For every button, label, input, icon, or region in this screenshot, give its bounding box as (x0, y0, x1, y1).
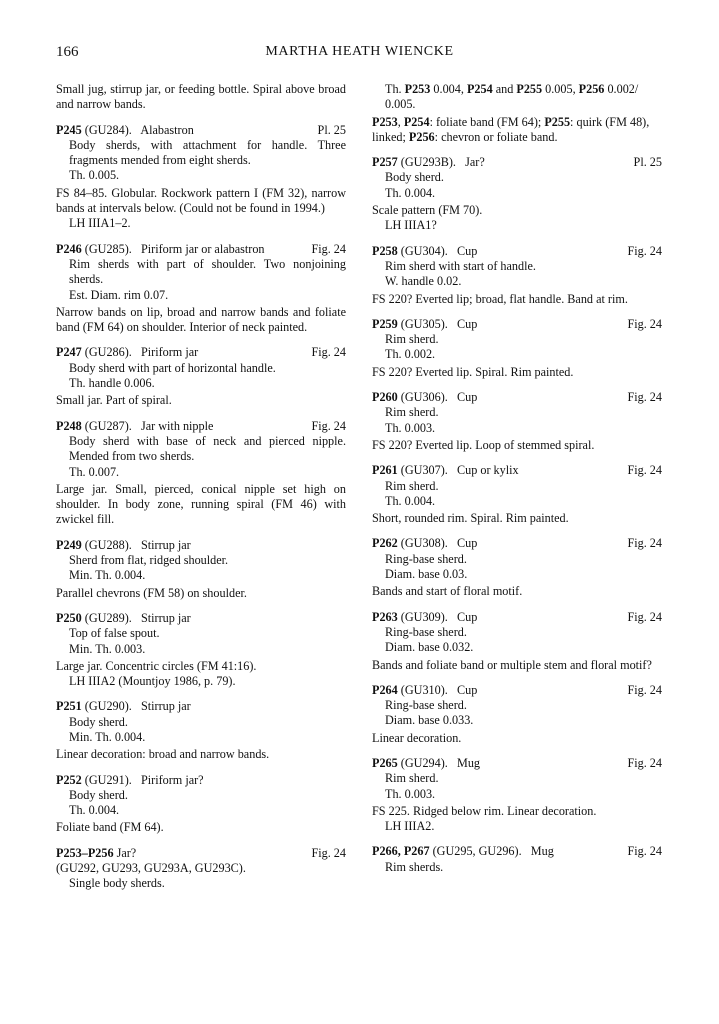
entry-heading-text (372, 463, 519, 478)
figure-reference: Fig. 24 (311, 241, 346, 256)
entry-name: Cup (456, 316, 478, 331)
description-line: Th. handle 0.006. (69, 376, 155, 391)
entry-code: (GU291). (84, 772, 132, 787)
entry-id: P253–P256 (56, 845, 114, 860)
entry-name: Jar with nipple (140, 418, 214, 433)
entry-heading (56, 611, 346, 626)
entry-heading-text (372, 317, 477, 332)
entry-note: Parallel chevrons (FM 58) on shoulder. (56, 585, 247, 600)
entry-heading (372, 244, 662, 259)
entry-name: Piriform jar (140, 345, 199, 360)
description-line: Rim sherd with start of handle. (385, 258, 536, 273)
entry-heading (56, 123, 346, 138)
figure-reference: Fig. 24 (627, 243, 662, 258)
entry-heading-text (372, 610, 477, 625)
entry-codes: (GU292, GU293, GU293A, GU293C). (56, 861, 246, 876)
text-run: 0.002/ (604, 82, 639, 96)
catalog-entry-p266-p267 (372, 844, 662, 875)
entry-heading (372, 536, 662, 551)
description-line: Th. 0.005. (69, 168, 120, 183)
catalog-entry (372, 244, 662, 307)
entry-note: Large jar. Concentric circles (FM 41:16). (56, 658, 257, 673)
entry-code: (GU305). (400, 316, 448, 331)
description-line: Rim sherd. (385, 478, 439, 493)
entry-heading-text (56, 345, 198, 360)
entry-note: Linear decoration: broad and narrow bands. (56, 747, 270, 762)
entry-code: (GU295, GU296). (432, 844, 522, 859)
catalog-entry (372, 683, 662, 746)
catalog-entry (372, 463, 662, 526)
entry-name: Cup (456, 536, 478, 551)
text-run: : foliate band (FM 64); (429, 114, 545, 129)
entry-code: (GU294). (400, 755, 448, 770)
figure-reference: Fig. 24 (627, 609, 662, 624)
entry-heading-text (372, 536, 477, 551)
entry-code: (GU306). (400, 390, 448, 405)
catalog-entry (372, 610, 662, 673)
entry-name: Cup (456, 609, 478, 624)
description-line: Sherd from flat, ridged shoulder. (69, 553, 229, 568)
entry-name: Stirrup jar (140, 610, 191, 625)
entry-id: P252 (56, 772, 82, 787)
entry-note: FS 84–85. Globular. Rockwork pattern I (FM 32), narrow bands at intervals below. (Could not be found in 1994.) (56, 185, 346, 216)
entry-heading (372, 155, 662, 170)
entry-name: Cup (456, 682, 478, 697)
description-line: Ring-base sherd. (385, 624, 467, 639)
description-line: Diam. base 0.03. (385, 567, 468, 582)
entry-code: (GU288). (84, 537, 132, 552)
entry-code: (GU307). (400, 463, 448, 478)
entry-name: Cup or kylix (456, 463, 519, 478)
continued-entry-text: Small jug, stirrup jar, or feeding bottle. Spiral above broad and narrow bands. (56, 82, 346, 112)
figure-reference: Fig. 24 (627, 390, 662, 405)
catalog-entry (56, 773, 346, 836)
entry-name: Mug (456, 755, 481, 770)
catalog-entry (56, 345, 346, 408)
entry-heading (372, 317, 662, 332)
description-line: Min. Th. 0.004. (69, 729, 146, 744)
catalog-number: P253 (372, 114, 398, 129)
figure-reference: Fig. 24 (627, 755, 662, 770)
description-line: Min. Th. 0.004. (69, 568, 146, 583)
left-column (56, 82, 346, 902)
entry-name: Cup (456, 390, 478, 405)
entry-note: Foliate band (FM 64). (56, 820, 164, 835)
catalog-entry (56, 699, 346, 762)
entry-heading (56, 538, 346, 553)
entry-description (372, 332, 662, 363)
entry-code: (GU287). (84, 418, 132, 433)
entry-id: P261 (372, 463, 398, 478)
entry-description (56, 715, 346, 746)
entry-heading (372, 463, 662, 478)
entry-heading (56, 419, 346, 434)
text-run: and (492, 82, 517, 96)
entry-code: (GU289). (84, 610, 132, 625)
figure-reference: Fig. 24 (627, 536, 662, 551)
entry-code: (GU285). (84, 241, 132, 256)
entry-code: (GU304). (400, 243, 448, 258)
description-line: Th. 0.004. (385, 493, 436, 508)
entry-note: FS 220? Everted lip. Spiral. Rim painted. (372, 364, 574, 379)
entry-description (56, 361, 346, 392)
description-line: Ring-base sherd. (385, 551, 467, 566)
catalog-number: P255 (544, 114, 571, 129)
entry-description (372, 479, 662, 510)
entry-note: Narrow bands on lip, broad and narrow bands and foliate band (FM 64) on shoulder. Interior of neck painted. (56, 304, 346, 335)
entry-note: Small jar. Part of spiral. (56, 393, 172, 408)
entry-heading-text (372, 756, 480, 771)
catalog-entry (372, 756, 662, 834)
description-line: Th. 0.004. (69, 803, 120, 818)
entry-note: Short, rounded rim. Spiral. Rim painted. (372, 511, 569, 526)
entry-description (56, 257, 346, 303)
figure-reference: Fig. 24 (627, 682, 662, 697)
left-entries (56, 123, 346, 836)
description-line: Body sherd. (69, 787, 128, 802)
entry-note: Bands and start of floral motif. (372, 584, 523, 599)
entry-heading-text (56, 123, 194, 138)
entry-note: FS 225. Ridged below rim. Linear decoration. (372, 803, 597, 818)
entry-id: P246 (56, 241, 82, 256)
entry-code: (GU290). (84, 699, 132, 714)
entry-name: Jar? (465, 155, 485, 170)
catalog-number: P255 (516, 82, 543, 96)
catalog-number: P253 (404, 82, 431, 96)
description-line: Rim sherd. (385, 405, 439, 420)
entry-id: P258 (372, 243, 398, 258)
description-line: Ring-base sherd. (385, 698, 467, 713)
entry-heading (56, 846, 346, 861)
entry-description: Single body sherds. (69, 876, 165, 891)
catalog-number: P254 (466, 82, 493, 96)
description-line: Rim sherd. (385, 771, 439, 786)
entry-heading-text (372, 155, 485, 170)
description-line: W. handle 0.02. (385, 274, 462, 289)
entry-heading (56, 242, 346, 257)
entry-description (372, 405, 662, 436)
text-run: 0.005, (542, 82, 579, 96)
figure-reference: Fig. 24 (311, 845, 346, 860)
entry-code: (GU309). (400, 609, 448, 624)
entry-description: Rim sherds. (385, 859, 444, 874)
entry-id: P245 (56, 122, 82, 137)
entry-description (372, 259, 662, 290)
continued-dimensions-line: 0.005. (385, 97, 416, 112)
catalog-number: P256 (578, 82, 605, 96)
entry-code: (GU293B). (400, 155, 456, 170)
text-run: : chevron or foliate band. (434, 129, 558, 144)
entry-id: P264 (372, 682, 398, 697)
description-line: Min. Th. 0.003. (69, 641, 146, 656)
entry-note: Linear decoration. (372, 730, 462, 745)
entry-description (56, 434, 346, 480)
entry-heading-text (56, 242, 265, 257)
entry-description (56, 138, 346, 184)
entry-id: P257 (372, 155, 398, 170)
figure-reference: Fig. 24 (311, 418, 346, 433)
entry-name: Jar? (116, 845, 137, 860)
entry-dating: LH IIIA2 (Mountjoy 1986, p. 79). (69, 674, 236, 689)
entry-heading (372, 683, 662, 698)
entry-note: Scale pattern (FM 70). (372, 203, 483, 218)
description-line: Rim sherds with part of shoulder. Two nonjoining sherds. (69, 256, 346, 287)
entry-id: P249 (56, 537, 82, 552)
entry-dating: LH IIIA1–2. (69, 216, 131, 231)
entry-heading-text (372, 683, 477, 698)
catalog-entry (56, 242, 346, 336)
entry-name: Piriform jar? (140, 772, 204, 787)
entry-heading-text (56, 773, 204, 788)
running-head: MARTHA HEATH WIENCKE (265, 44, 454, 59)
entry-heading (372, 610, 662, 625)
entry-heading-text (372, 390, 477, 405)
description-line: Diam. base 0.032. (385, 640, 474, 655)
entry-note: Bands and foliate band or multiple stem and floral motif? (372, 657, 652, 672)
entry-name: Piriform jar or alabastron (140, 241, 265, 256)
continued-dimensions-line: Th. P253 0.004, P254 and P255 0.005, P256 0.002/ (385, 82, 639, 96)
entry-heading-text (372, 244, 477, 259)
entry-name: Cup (456, 243, 478, 258)
entry-code: (GU286). (84, 345, 132, 360)
catalog-entry (372, 155, 662, 233)
catalog-number: P254 (403, 114, 430, 129)
entry-code: (GU284). (84, 122, 132, 137)
entry-heading (372, 756, 662, 771)
entry-heading (372, 390, 662, 405)
entry-id: P251 (56, 699, 82, 714)
figure-reference: Pl. 25 (633, 155, 662, 170)
entry-heading (56, 699, 346, 714)
entry-id: P263 (372, 609, 398, 624)
description-line: Body sherd with base of neck and pierced nipple. Mended from two sherds. (69, 433, 346, 464)
entry-heading-text (56, 611, 191, 626)
description-line: Th. 0.003. (385, 786, 436, 801)
description-line: Th. 0.003. (385, 420, 436, 435)
description-line: Body sherd with part of horizontal handle. (69, 360, 276, 375)
continued-entry (372, 82, 662, 145)
page-number: 166 (56, 44, 79, 60)
figure-reference: Fig. 24 (627, 463, 662, 478)
entry-name: Stirrup jar (140, 699, 191, 714)
entry-id: P259 (372, 316, 398, 331)
entry-note: FS 220? Everted lip; broad, flat handle. Band at rim. (372, 291, 628, 306)
entry-description (372, 625, 662, 656)
entry-description (372, 552, 662, 583)
entry-name: Mug (530, 844, 554, 859)
entry-dating: LH IIIA1? (385, 218, 437, 233)
entry-id: P266, P267 (372, 844, 430, 859)
entry-description (56, 626, 346, 657)
entry-id: P250 (56, 610, 82, 625)
description-line: Th. 0.007. (69, 464, 120, 479)
entry-heading-text (56, 538, 191, 553)
entry-heading-text (56, 419, 213, 434)
entry-heading (56, 345, 346, 360)
entry-dating: LH IIIA2. (385, 819, 435, 834)
description-line: Th. 0.002. (385, 347, 436, 362)
catalog-entry (56, 538, 346, 601)
catalog-entry (56, 419, 346, 528)
entry-id: P247 (56, 345, 82, 360)
entry-name: Stirrup jar (140, 537, 191, 552)
description-line: Rim sherd. (385, 332, 439, 347)
figure-reference: Fig. 24 (627, 316, 662, 331)
catalog-entry (372, 317, 662, 380)
text-run: 0.004, (430, 82, 467, 96)
description-line: Body sherds, with attachment for handle. Three fragments mended from eight sherds. (69, 137, 346, 168)
catalog-entry (56, 611, 346, 689)
description-line: Diam. base 0.033. (385, 713, 474, 728)
entry-heading (372, 844, 662, 859)
right-entries (372, 155, 662, 834)
entry-description (56, 788, 346, 819)
catalog-number: P256 (408, 129, 435, 144)
description-line: Top of false spout. (69, 626, 160, 641)
entry-description (56, 553, 346, 584)
entry-id: P248 (56, 418, 82, 433)
entry-name: Alabastron (140, 122, 194, 137)
entry-note: FS 220? Everted lip. Loop of stemmed spiral. (372, 437, 595, 452)
catalog-entry (372, 390, 662, 453)
entry-code: (GU310). (400, 682, 448, 697)
entry-id: P262 (372, 536, 398, 551)
entry-heading (56, 773, 346, 788)
entry-description (372, 170, 662, 201)
description-line: Th. 0.004. (385, 185, 436, 200)
catalog-entry-p253-p256 (56, 846, 346, 892)
continued-dimensions (372, 82, 662, 113)
entry-heading-text (56, 699, 191, 714)
entry-code: (GU308). (400, 536, 448, 551)
entry-id: P260 (372, 390, 398, 405)
figure-reference: Fig. 24 (627, 844, 662, 859)
text-run: , (397, 114, 404, 129)
description-line: Body sherd. (385, 170, 444, 185)
figure-reference: Fig. 24 (311, 345, 346, 360)
text-run: : quirk (FM 48), linked; (372, 114, 650, 144)
right-column (372, 82, 662, 885)
description-line: Body sherd. (69, 714, 128, 729)
catalog-entry (372, 536, 662, 599)
page-header (56, 44, 663, 64)
catalog-entry (56, 123, 346, 232)
figure-reference: Pl. 25 (317, 122, 346, 137)
entry-description (372, 771, 662, 802)
entry-description (372, 698, 662, 729)
entry-note: Large jar. Small, pierced, conical nipple set high on shoulder. In body zone, running spiral (FM 46) with zwickel fill. (56, 481, 346, 527)
description-line: Est. Diam. rim 0.07. (69, 287, 169, 302)
entry-id: P265 (372, 755, 398, 770)
continued-note (372, 115, 662, 146)
